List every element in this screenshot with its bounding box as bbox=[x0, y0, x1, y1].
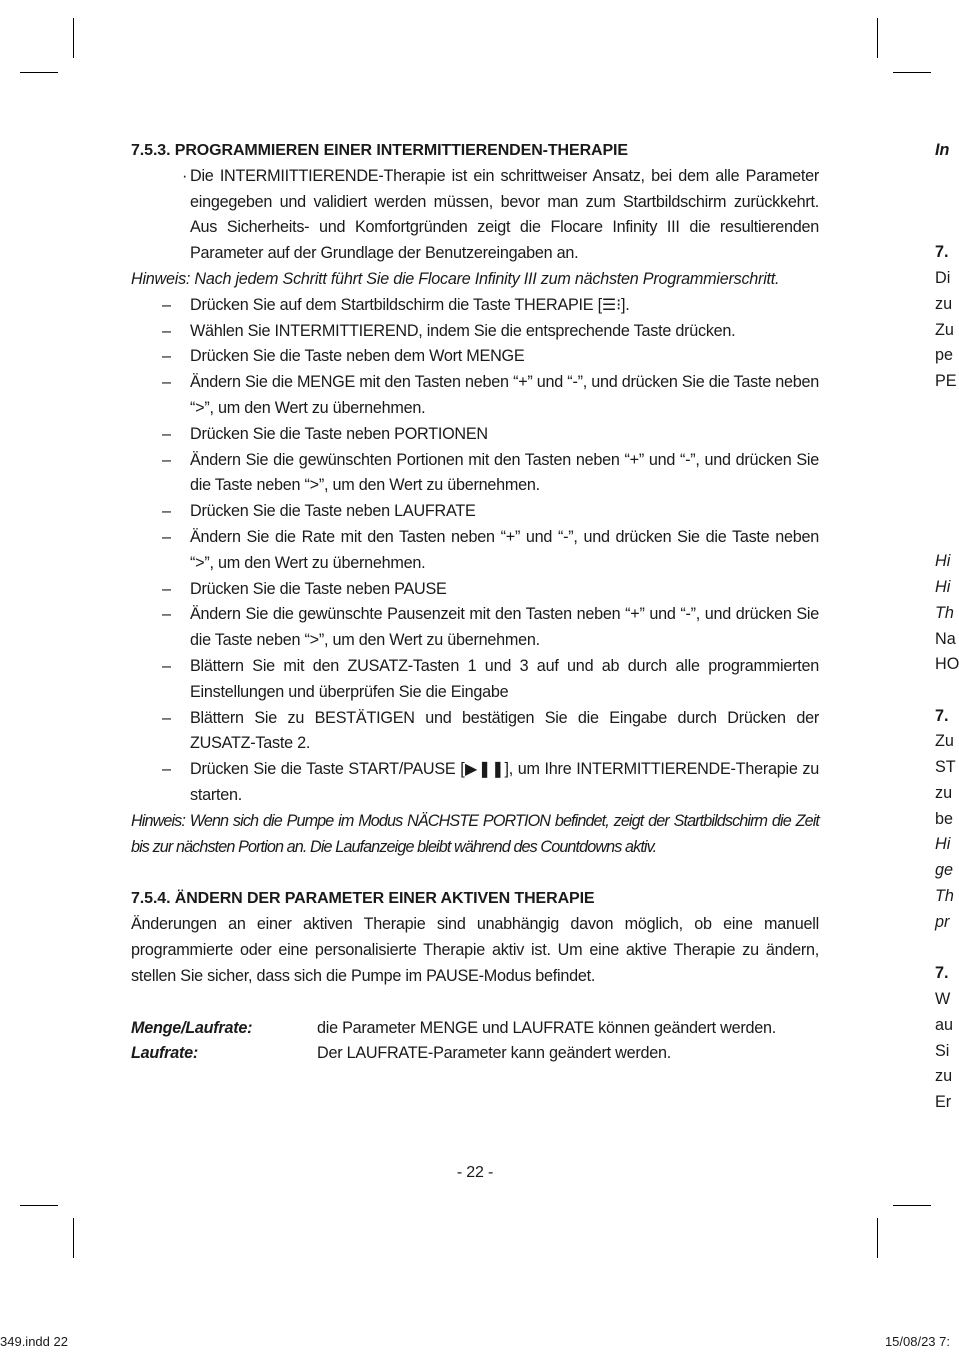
crop-mark bbox=[20, 72, 58, 73]
list-item: – Ändern Sie die Rate mit den Tasten neben “+” und “-”, und drücken Sie die Taste neben “>”, um den Wert zu übernehmen. bbox=[162, 527, 819, 572]
facing-page-fragment: Hi bbox=[935, 552, 951, 570]
facing-page-fragment: Th bbox=[935, 887, 954, 905]
list-item: – Blättern Sie zu BESTÄTIGEN und bestätigen Sie die Eingabe durch Drücken der ZUSATZ-Taste 2. bbox=[162, 708, 819, 753]
list-item: – Ändern Sie die gewünschten Portionen mit den Tasten neben “+” und “-”, und drücken Sie die Taste neben “>”, um den Wert zu übernehmen. bbox=[162, 450, 819, 495]
facing-page-fragment: zu bbox=[935, 295, 953, 313]
list-item: – Drücken Sie die Taste START/PAUSE [▶❚❚], um Ihre INTERMITTIERENDE-Therapie zu starten. bbox=[162, 760, 819, 804]
page-content bbox=[131, 138, 819, 1067]
crop-mark bbox=[20, 1205, 58, 1206]
slug-date: 15/08/23 7: bbox=[884, 1334, 950, 1349]
list-item: – Ändern Sie die MENGE mit den Tasten neben “+” und “-”, und drücken Sie die Taste neben “>”, um den Wert zu übernehmen. bbox=[162, 373, 819, 417]
paragraph: Änderungen an einer aktiven Therapie sind unabhängig davon möglich, ob eine manuell programmierte oder eine personalisierte Therapie aktiv ist. Um eine aktive Therapie zu ändern, stellen Sie sicher, dass sich die Pumpe im PAUSE-Modus befindet. bbox=[131, 915, 819, 985]
facing-page-fragment: Th bbox=[935, 604, 954, 622]
facing-page-fragment: HO bbox=[935, 655, 959, 673]
bullet-text: Die INTERMIITTIERENDE-Therapie ist ein schrittweiser Ansatz, bei dem alle Parameter eingegeben und validiert werden müssen, bevor man zum Startbildschirm zurückkehrt. Aus Sicherheits- und Komfortgründen zeigt die Flocare Infinity III die resultierenden Parameter auf der Grundlage der Benutzereingaben an. bbox=[190, 166, 819, 263]
bullet-paragraph bbox=[131, 164, 819, 267]
facing-page-fragment: Er bbox=[935, 1093, 952, 1111]
definition-row bbox=[131, 1041, 819, 1067]
note: Hinweis: Wenn sich die Pumpe im Modus NÄCHSTE PORTION befindet, zeigt der Startbildschirm die Zeit bis zur nächsten Portion an. Die Laufanzeige bleibt während des Countdowns aktiv. bbox=[131, 811, 819, 856]
definition-desc: die Parameter MENGE und LAUFRATE können geändert werden. bbox=[317, 1018, 776, 1037]
list-item: – Drücken Sie die Taste neben dem Wort MENGE bbox=[162, 347, 525, 366]
list-item: – Drücken Sie die Taste neben PORTIONEN bbox=[162, 424, 488, 443]
facing-page-fragment: Hi bbox=[935, 578, 951, 596]
facing-page-fragment: Hi bbox=[935, 835, 951, 853]
facing-page-fragment: be bbox=[935, 810, 954, 828]
facing-page-fragment: zu bbox=[935, 784, 953, 802]
step-list bbox=[131, 293, 819, 809]
facing-page-fragment: pr bbox=[935, 913, 950, 931]
list-item: – Drücken Sie die Taste neben PAUSE bbox=[162, 579, 447, 598]
list-item: – Wählen Sie INTERMITTIEREND, indem Sie die entsprechende Taste drücken. bbox=[162, 321, 736, 340]
facing-page-fragment: 7. bbox=[935, 243, 949, 261]
facing-page-fragment: ge bbox=[935, 861, 954, 879]
definition-term: Laufrate: bbox=[131, 1044, 199, 1063]
facing-page-fragment: zu bbox=[935, 1067, 953, 1085]
facing-page-fragment: W bbox=[935, 990, 951, 1008]
facing-page-fragment: Zu bbox=[935, 732, 954, 750]
definition-desc: Der LAUFRATE-Parameter kann geändert werden. bbox=[317, 1044, 671, 1063]
list-item: – Ändern Sie die gewünschte Pausenzeit mit den Tasten neben “+” und “-”, und drücken Sie die Taste neben “>”, um den Wert zu übernehmen. bbox=[162, 605, 819, 650]
facing-page-fragment: Na bbox=[935, 630, 956, 648]
section-heading: 7.5.3. PROGRAMMIEREN EINER INTERMITTIERENDEN-THERAPIE bbox=[131, 142, 628, 159]
definition-row bbox=[131, 1016, 819, 1042]
facing-page-fragment: PE bbox=[935, 372, 957, 390]
facing-page-fragment: 7. bbox=[935, 964, 949, 982]
page-number: - 22 - bbox=[456, 1164, 494, 1181]
facing-page-fragment: pe bbox=[935, 346, 954, 364]
section-heading: 7.5.4. ÄNDERN DER PARAMETER EINER AKTIVEN THERAPIE bbox=[131, 890, 595, 908]
list-item: – Drücken Sie auf dem Startbildschirm die Taste THERAPIE [☰⁝]. bbox=[162, 295, 630, 314]
bullet-symbol: · bbox=[182, 166, 188, 185]
list-item: – Blättern Sie mit den ZUSATZ-Tasten 1 und 3 auf und ab durch alle programmierten Einstellungen und überprüfen Sie die Eingabe bbox=[162, 656, 819, 701]
list-item: – Drücken Sie die Taste neben LAUFRATE bbox=[162, 502, 476, 521]
crop-mark bbox=[877, 1218, 878, 1258]
slug-filename: 349.indd 22 bbox=[0, 1334, 68, 1349]
crop-mark bbox=[893, 72, 931, 73]
note: Hinweis: Nach jedem Schritt führt Sie die Flocare Infinity III zum nächsten Programmierschritt. bbox=[131, 269, 780, 288]
facing-page-fragment: ST bbox=[935, 758, 956, 776]
facing-page-fragment: Zu bbox=[935, 321, 954, 339]
facing-page-fragment: 7. bbox=[935, 707, 949, 725]
crop-mark bbox=[73, 1218, 74, 1258]
definition-term: Menge/Laufrate: bbox=[131, 1018, 253, 1037]
facing-page-fragment: au bbox=[935, 1016, 954, 1034]
facing-page-fragment: In bbox=[935, 141, 950, 159]
crop-mark bbox=[877, 18, 878, 58]
crop-mark bbox=[73, 18, 74, 58]
facing-page-fragment: Si bbox=[935, 1042, 950, 1060]
crop-mark bbox=[893, 1205, 931, 1206]
facing-page-fragment: Di bbox=[935, 269, 951, 287]
